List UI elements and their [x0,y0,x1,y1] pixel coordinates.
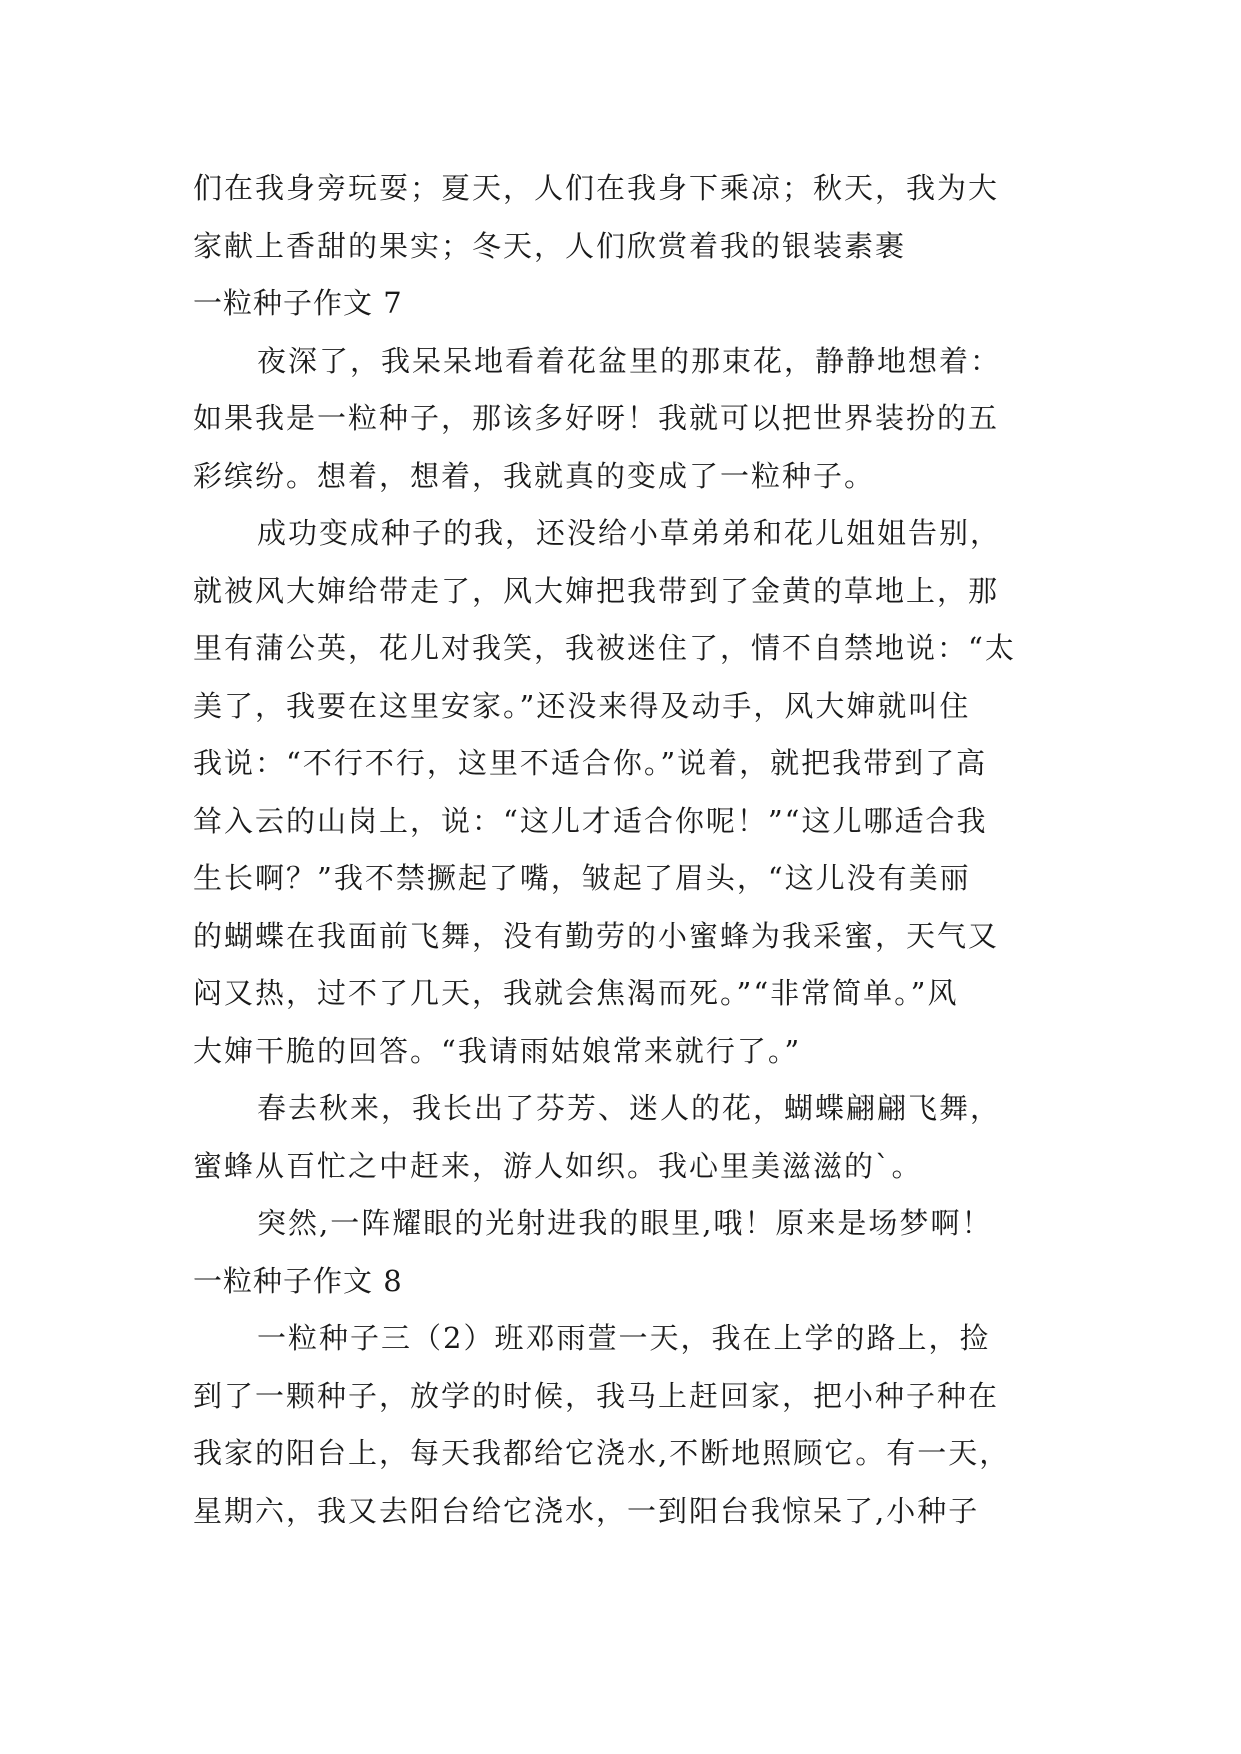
text-line: 里有蒲公英，花儿对我笑，我被迷住了，情不自禁地说：“太 [193,631,1016,665]
text-line: 彩缤纷。想着，想着，我就真的变成了一粒种子。 [193,458,876,493]
text-line: 大婶干脆的回答。“我请雨姑娘常来就行了。” [193,1033,802,1068]
text-line: 春去秋来，我长出了芬芳、迷人的花，蝴蝶翩翩飞舞， [257,1091,1002,1125]
text-line: 我说：“不行不行，这里不适合你。”说着，就把我带到了高 [193,746,988,780]
text-line: 美了，我要在这里安家。”还没来得及动手，风大婶就叫住 [193,688,971,723]
text-line: 蜜蜂从百忙之中赶来，游人如织。我心里美滋滋的`。 [193,1148,923,1183]
text-line: 星期六，我又去阳台给它浇水，一到阳台我惊呆了,小种子 [193,1493,980,1528]
text-line: 闷又热，过不了几天，我就会焦渴而死。”“非常简单。”风 [193,976,959,1010]
text-line: 耸入云的山岗上，说：“这儿才适合你呢！”“这儿哪适合我 [193,803,988,838]
essay-text [193,160,1073,1540]
text-line: 到了一颗种子，放学的时候，我马上赶回家，把小种子种在 [193,1378,1000,1413]
section-heading: 一粒种子作文 8 [193,1263,403,1298]
text-line: 生长啊？”我不禁撅起了嘴，皱起了眉头，“这儿没有美丽 [193,861,971,895]
text-line: 的蝴蝶在我面前飞舞，没有勤劳的小蜜蜂为我采蜜，天气又 [193,918,1000,953]
text-line: 我家的阳台上，每天我都给它浇水,不断地照顾它。有一天， [193,1436,1011,1470]
text-line: 如果我是一粒种子，那该多好呀！我就可以把世界装扮的五 [193,401,1000,435]
text-line: 们在我身旁玩耍；夏天，人们在我身下乘凉；秋天，我为大 [193,171,1000,205]
text-line: 一粒种子三（2）班邓雨萱一天，我在上学的路上，捡 [257,1321,991,1355]
text-line: 成功变成种子的我，还没给小草弟弟和花儿姐姐告别， [257,516,1002,550]
text-line: 夜深了，我呆呆地看着花盆里的那束花，静静地想着： [257,343,1002,378]
text-line: 家献上香甜的果实；冬天，人们欣赏着我的银装素裹 [193,228,907,263]
text-line: 就被风大婶给带走了，风大婶把我带到了金黄的草地上，那 [193,573,1000,608]
section-heading: 一粒种子作文 7 [193,286,403,320]
text-line: 突然,一阵耀眼的光射进我的眼里,哦！原来是场梦啊！ [257,1206,993,1240]
